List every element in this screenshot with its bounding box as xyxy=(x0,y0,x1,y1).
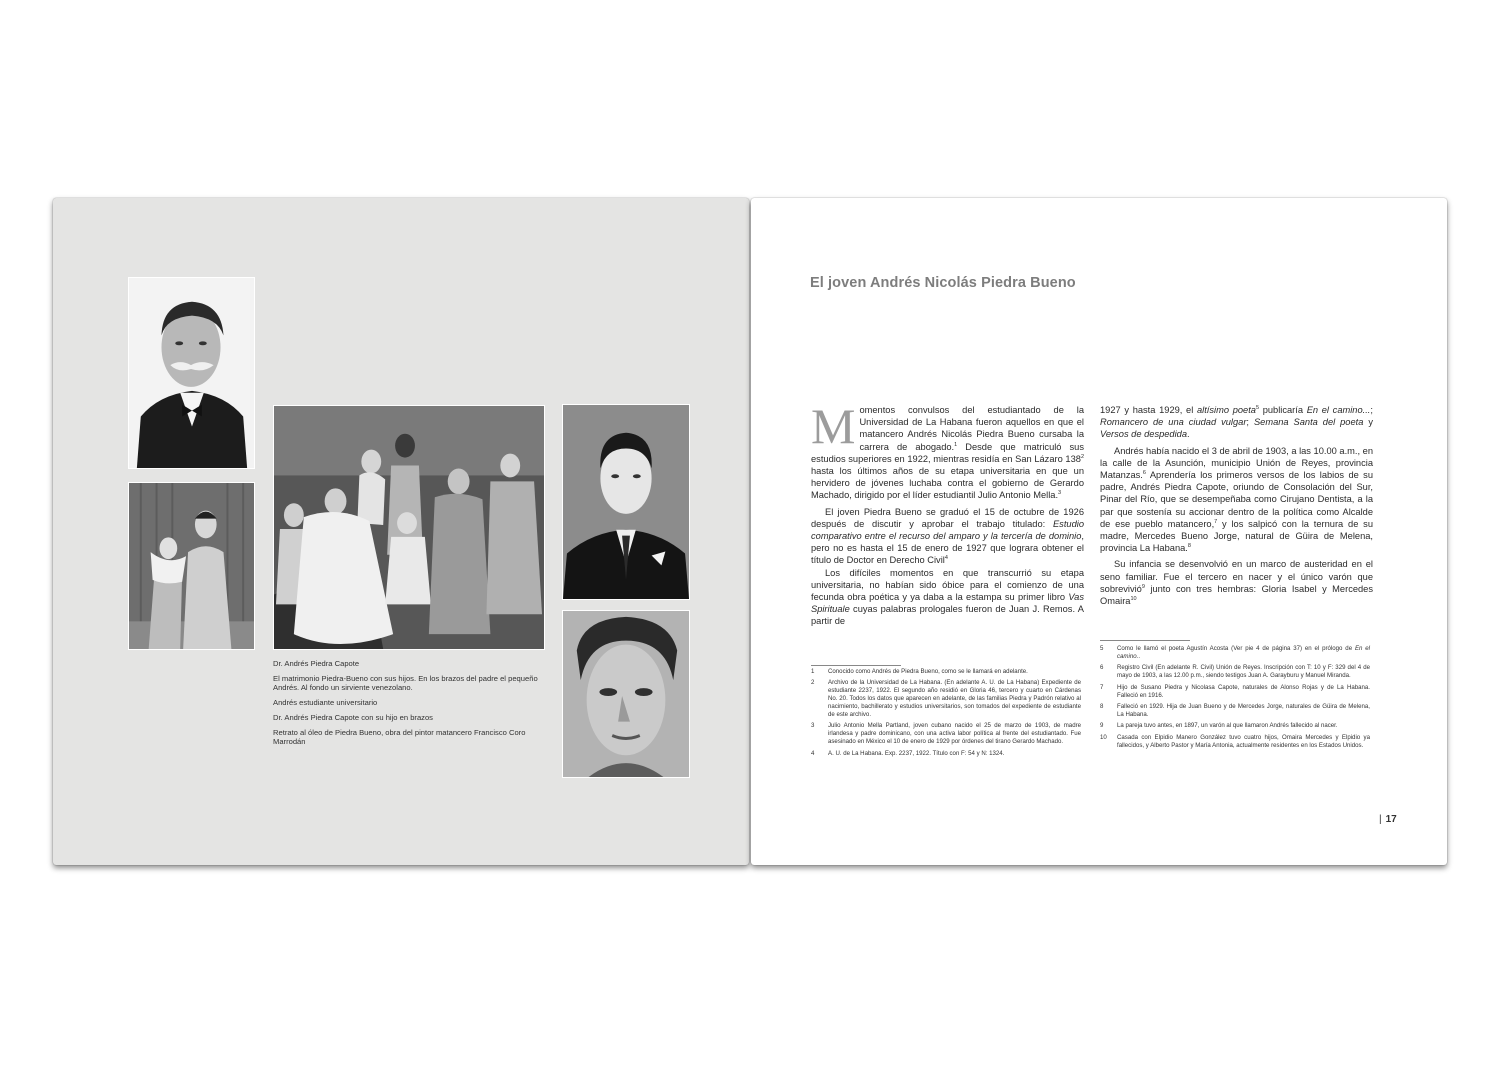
footnote-item: 7 Hijo de Susano Piedra y Nicolasa Capote, naturales de Alonso Rojas y de La Habana. Falleció en 1916. xyxy=(1100,683,1370,699)
paragraph-6: Su infancia se desenvolvió en un marco de austeridad en el seno familiar. Fue el tercero en nacer y el único varón que sobrevivió$^9$ junto con tres hembras: Gloria Isabel y Mercedes Omaira$^{10}$ xyxy=(1100,559,1373,607)
caption-3: Andrés estudiante universitario xyxy=(273,697,378,707)
left-page xyxy=(53,198,749,865)
paragraph-2: El joven Piedra Bueno se graduó el 15 de octubre de 1926 después de discutir y aprobar el trabajo titulado: Estudio comparativo entre el recurso del amparo y la tercería de dominio, pero no es hasta el 15 de enero de 1927 que lograra obtener el título de Doctor en Derecho Civil$^4$ xyxy=(811,506,1084,566)
text-column-left xyxy=(811,398,1085,628)
footnote-item: 3 Julio Antonio Mella Partland, joven cubano nacido el 25 de marzo de 1903, de madre irlandesa y padre dominicano, con una activa labor política al frente del estudiantado. Fue asesinado en México el 10 de enero de 1929 por órdenes del tirano Gerardo Machado. xyxy=(811,722,1081,746)
footnote-item: 9 La pareja tuvo antes, en 1897, un varón al que llamaron Andrés fallecido al nacer. xyxy=(1100,722,1338,730)
right-page xyxy=(751,198,1447,865)
chapter-title: El joven Andrés Nicolás Piedra Bueno xyxy=(810,275,1076,291)
folio-bar: | xyxy=(1379,814,1382,825)
footnote-item: 1 Conocido como Andrés de Piedra Bueno, como se le llamará en adelante. xyxy=(811,668,1028,675)
caption-5: Retrato al óleo de Piedra Bueno, obra del pintor matancero Francisco Coro Marrodán xyxy=(273,727,526,746)
paragraph-1: Momentos convulsos del estudiantado de la Universidad de La Habana fueron aquellos en que el matancero Andrés Nicolás Piedra Bueno cursaba la carrera de abogado.$^1$ Desde que matriculó sus estudios superiores en 1922, mientras residía en San Lázaro $138^2$ hasta los últimos años de su etapa universitaria en que un hervidero de jóvenes luchaba contra el gobierno de Gerardo Machado, dirigido por el líder estudiantil Julio Antonio Mella.$^3$ xyxy=(811,398,1085,501)
paragraph-3: Los difíciles momentos en que transcurrió su etapa universitaria, no habían sido óbice para el comienzo de una fecunda obra poética y ya daba a la estampa su primer libro Vas Spirituale cuyas palabras prologales fueron de Juan J. Remos. A partir de xyxy=(811,567,1084,627)
photo-father-with-son xyxy=(128,482,255,650)
footnote-item: 2 Archivo de la Universidad de La Habana. (En adelante A. U. de La Habana) Expediente de estudiante 2237, 1922. El segundo año residió en Gloria 46, tercero y cuarto en Cárdenas No. 20. Todos los datos que aparecen en adelante, de las familias Piedra y Padrón relativo al nacimiento, bachillerato y estudios universitarios, son tomados del expediente de estudiante de este archivo. xyxy=(811,679,1081,719)
photo-oil-portrait xyxy=(562,610,690,778)
caption-4: Dr. Andrés Piedra Capote con su hijo en brazos xyxy=(273,712,433,722)
text-column-right xyxy=(1100,404,1373,607)
caption-1: Dr. Andrés Piedra Capote xyxy=(273,659,360,668)
caption-2: El matrimonio Piedra-Bueno con sus hijos. En los brazos del padre el pequeño Andrés. Al fondo un sirviente venezolano. xyxy=(273,674,538,692)
footnote-item: 4 A. U. de La Habana. Exp. 2237, 1922. Título con F: 54 y N: 1324. xyxy=(811,749,1005,757)
page-number: | 17 xyxy=(1379,814,1397,825)
footnote-item: 10 Casada con Elpidio Manero González tuvo cuatro hijos, Omaira Mercedes y Elpidio ya fallecidos, y Alberto Pastor y María Antonia, actualmente residentes en los Estados Unidos. xyxy=(1100,733,1370,749)
footnote-item: 6 Registro Civil (En adelante R. Civil) Unión de Reyes. Inscripción con T: 10 y F: 329 del 4 de mayo de 1903, a las 12.00 p.m., siendo testigos Juan A. Garayburu y Manuel Miranda. xyxy=(1100,664,1370,680)
footnote-rule-right xyxy=(1100,640,1190,641)
footnote-item: 8 Falleció en 1929. Hija de Juan Bueno y de Mercedes Jorge, naturales de Güira de Melena, La Habana. xyxy=(1100,702,1370,718)
footnotes-left xyxy=(811,668,1081,761)
paragraph-5: Andrés había nacido el 3 de abril de 1903, a las 10.00 a.m., en la calle de la Asunción, municipio Unión de Reyes, provincia Matanzas.$^6$ Aprendería los primeros versos de los labios de su padre, Andrés Piedra Capote, oriundo de Consolación del Sur, Pinar del Río, que se desempeñaba como Cirujano Dentista, a la par que sostenía su accionar dentro de la política como Alcalde de ese pueblo matancero,$^7$ y los salpicó con la ternura de su madre, Mercedes Bueno Jorge, natural de Güira de Melena, provincia La Habana.$^8$ xyxy=(1100,445,1373,554)
photo-captions xyxy=(273,660,543,753)
footnote-rule-left xyxy=(811,665,901,666)
photo-family xyxy=(273,405,545,650)
footnote-item: 5 Como le llamó el poeta Agustín Acosta (Ver pie 4 de página 37) en el prólogo de En el camino.. xyxy=(1100,645,1370,660)
photo-student xyxy=(562,404,690,600)
footnotes-right xyxy=(1100,645,1370,753)
photo-portrait-father xyxy=(128,277,255,469)
paragraph-4: 1927 y hasta 1929, el altísimo poeta$^5$ publicaría En el camino...; Romancero de una ciudad vulgar; Semana Santa del poeta y Versos de despedida. xyxy=(1100,404,1373,440)
drop-cap: M xyxy=(811,398,856,454)
